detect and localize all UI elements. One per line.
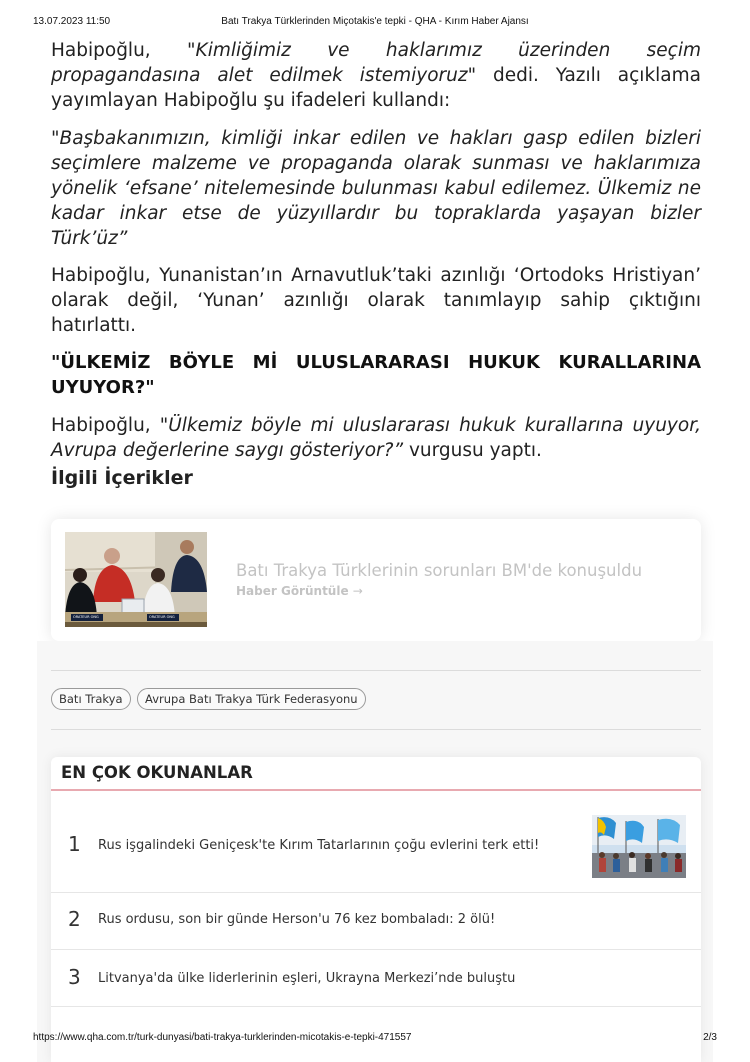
most-read-title: EN ÇOK OKUNANLAR xyxy=(61,763,253,782)
print-page-number: 2/3 xyxy=(703,1032,717,1043)
most-read-underline xyxy=(51,789,701,791)
thumb-sign-right: ORATEUR ONG xyxy=(149,615,175,619)
most-read-item[interactable] xyxy=(51,802,701,893)
article-subheading: "ÜLKEMİZ BÖYLE Mİ ULUSLARARASI HUKUK KURALLARINA UYUYOR?" xyxy=(51,352,701,398)
print-page-title: Batı Trakya Türklerinden Miçotakis'e tepki - QHA - Kırım Haber Ajansı xyxy=(221,16,529,27)
most-read-link[interactable]: Litvanya'da ülke liderlerinin eşleri, Ukrayna Merkezi’nde buluştu xyxy=(98,971,516,986)
article-paragraph-1: Habipoğlu, "Kimliğimiz ve haklarımız üzerinden seçim propagandasına alet edilmek istemiyoruz" dedi. Yazılı açıklama yayımlayan Habipoğlu şu ifadeleri kullandı: xyxy=(51,40,701,111)
quote-2: "Ülkemiz böyle mi uluslararası hukuk kurallarına uyuyor, Avrupa değerlerine saygı gösteriyor?” xyxy=(51,415,701,461)
most-read-box xyxy=(51,757,701,1062)
print-header xyxy=(0,16,750,30)
related-article-thumbnail[interactable] xyxy=(65,532,207,627)
related-article-title[interactable]: Batı Trakya Türklerinin sorunları BM'de konuşuldu xyxy=(236,561,643,580)
most-read-item[interactable] xyxy=(51,949,701,1007)
view-news-link[interactable]: Haber Görüntüle → xyxy=(236,584,363,598)
related-content-title: İlgili İçerikler xyxy=(51,467,193,489)
rank-number: 3 xyxy=(68,965,81,989)
divider-top xyxy=(51,670,701,671)
tag-bati-trakya[interactable]: Batı Trakya xyxy=(51,688,131,710)
print-footer xyxy=(0,1032,750,1046)
most-read-link[interactable]: Rus işgalindeki Geniçesk'te Kırım Tatarlarının çoğu evlerini terk etti! xyxy=(98,838,540,853)
thumb-sign-left: ORATEUR ONG xyxy=(73,615,99,619)
divider-bottom xyxy=(51,729,701,730)
rank-number: 1 xyxy=(68,832,81,856)
print-url: https://www.qha.com.tr/turk-dunyasi/bati-trakya-turklerinden-micotakis-e-tepki-471557 xyxy=(33,1032,412,1043)
quote-1: "Kimliğimiz ve haklarımız üzerinden seçim propagandasına alet edilmek istemiyoruz" xyxy=(51,40,701,86)
tag-abttf[interactable]: Avrupa Batı Trakya Türk Federasyonu xyxy=(137,688,366,710)
article-paragraph-4: Habipoğlu, "Ülkemiz böyle mi uluslararası hukuk kurallarına uyuyor, Avrupa değerlerine saygı gösteriyor?” vurgusu yaptı. xyxy=(51,415,701,461)
most-read-link[interactable]: Rus ordusu, son bir günde Herson'u 76 kez bombaladı: 2 ölü! xyxy=(98,912,496,927)
article-quote-paragraph: "Başbakanımızın, kimliği inkar edilen ve hakları gasp edilen bizleri seçimlere malzeme ve propaganda olarak sunması ve haklarımıza yönelik ‘efsane’ nitelemesinde bulunması kabul edilemez. Ülkemiz ne kadar inkar etse de yüzyıllardır bu topraklarda yaşayan bizler Türk’üz” xyxy=(51,128,701,249)
print-datetime: 13.07.2023 11:50 xyxy=(33,16,111,27)
most-read-thumbnail[interactable] xyxy=(592,815,686,878)
most-read-item[interactable] xyxy=(51,892,701,950)
related-article-card[interactable] xyxy=(51,519,701,641)
rank-number: 2 xyxy=(68,907,81,931)
article-paragraph-3: Habipoğlu, Yunanistan’ın Arnavutluk’taki azınlığı ‘Ortodoks Hristiyan’ olarak değil, ‘Yunan’ azınlığı olarak tanımlayıp sahip çıktığını hatırlattı. xyxy=(51,265,701,336)
arrow-right-icon: → xyxy=(352,584,363,598)
